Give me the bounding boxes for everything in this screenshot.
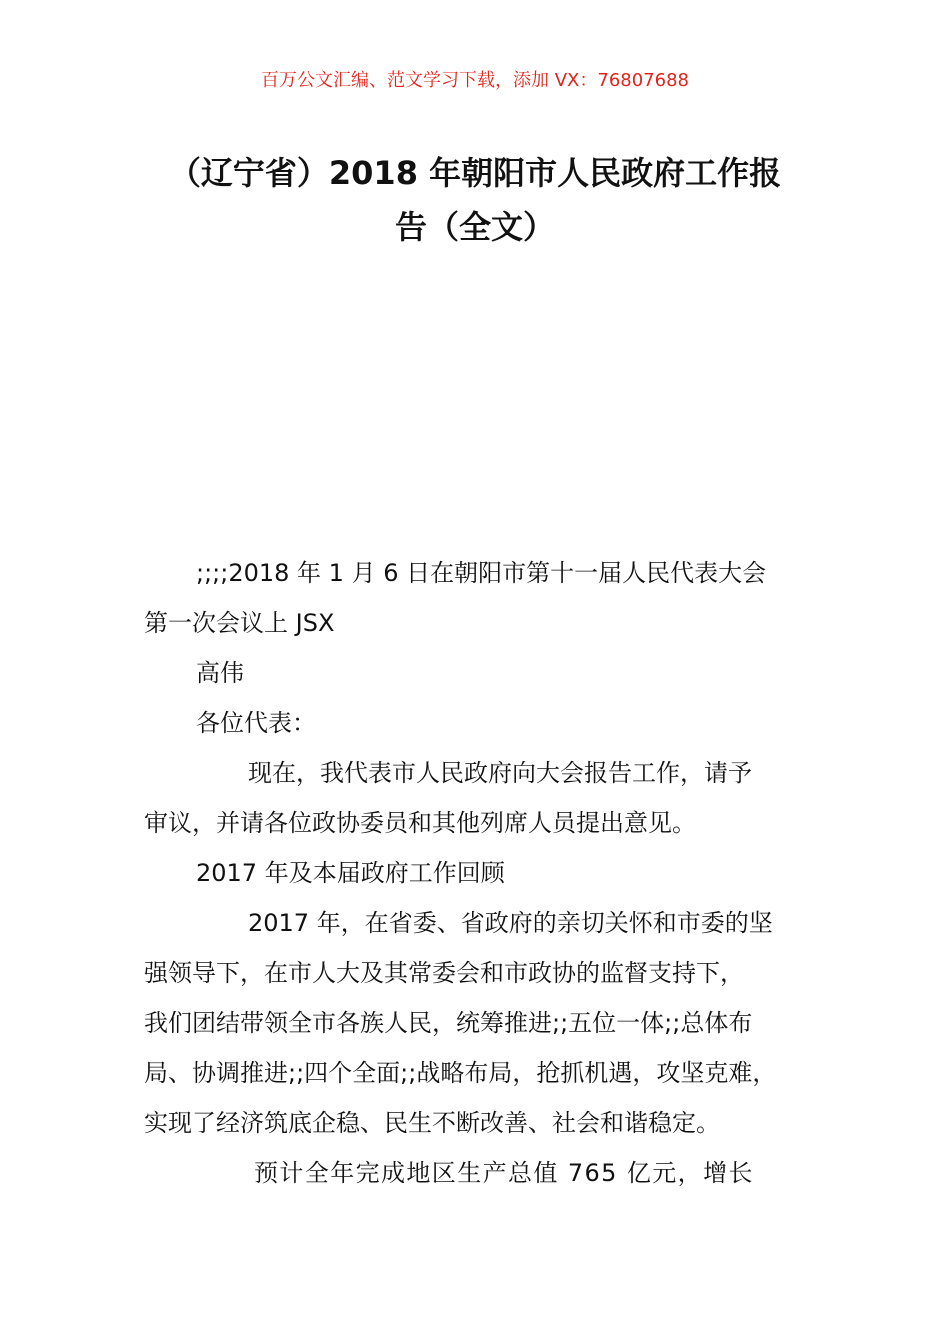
document-title	[120, 146, 830, 254]
paragraph-line: 现在，我代表市人民政府向大会报告工作，请予	[248, 759, 752, 787]
paragraph-line: 2017 年，在省委、省政府的亲切关怀和市委的坚	[248, 909, 773, 937]
paragraph-line: 审议，并请各位政协委员和其他列席人员提出意见。	[144, 809, 696, 837]
paragraph-line: 实现了经济筑底企稳、民生不断改善、社会和谐稳定。	[144, 1109, 720, 1137]
paragraph-line: 预计全年完成地区生产总值 765 亿元，增长	[254, 1159, 754, 1187]
section-heading: 2017 年及本届政府工作回顾	[196, 859, 505, 887]
meeting-info-line-1: ;;;;2018 年 1 月 6 日在朝阳市第十一届人民代表大会	[196, 559, 767, 587]
paragraph-line: 我们团结带领全市各族人民，统筹推进;;五位一体;;总体布	[144, 1009, 753, 1037]
salutation: 各位代表：	[196, 709, 316, 737]
header-watermark-note: 百万公文汇编、范文学习下载，添加 VX：76807688	[261, 70, 689, 91]
document-body	[144, 548, 834, 1198]
paragraph-line: 强领导下，在市人大及其常委会和市政协的监督支持下，	[144, 959, 744, 987]
paragraph-line: 局、协调推进;;四个全面;;战略布局，抢抓机遇，攻坚克难，	[144, 1059, 777, 1087]
title-line-2: 告（全文）	[394, 208, 555, 246]
title-line-1: （辽宁省）2018 年朝阳市人民政府工作报	[168, 154, 782, 192]
author-name: 高伟	[196, 659, 244, 687]
meeting-info-line-2: 第一次会议上 JSX	[144, 609, 335, 637]
